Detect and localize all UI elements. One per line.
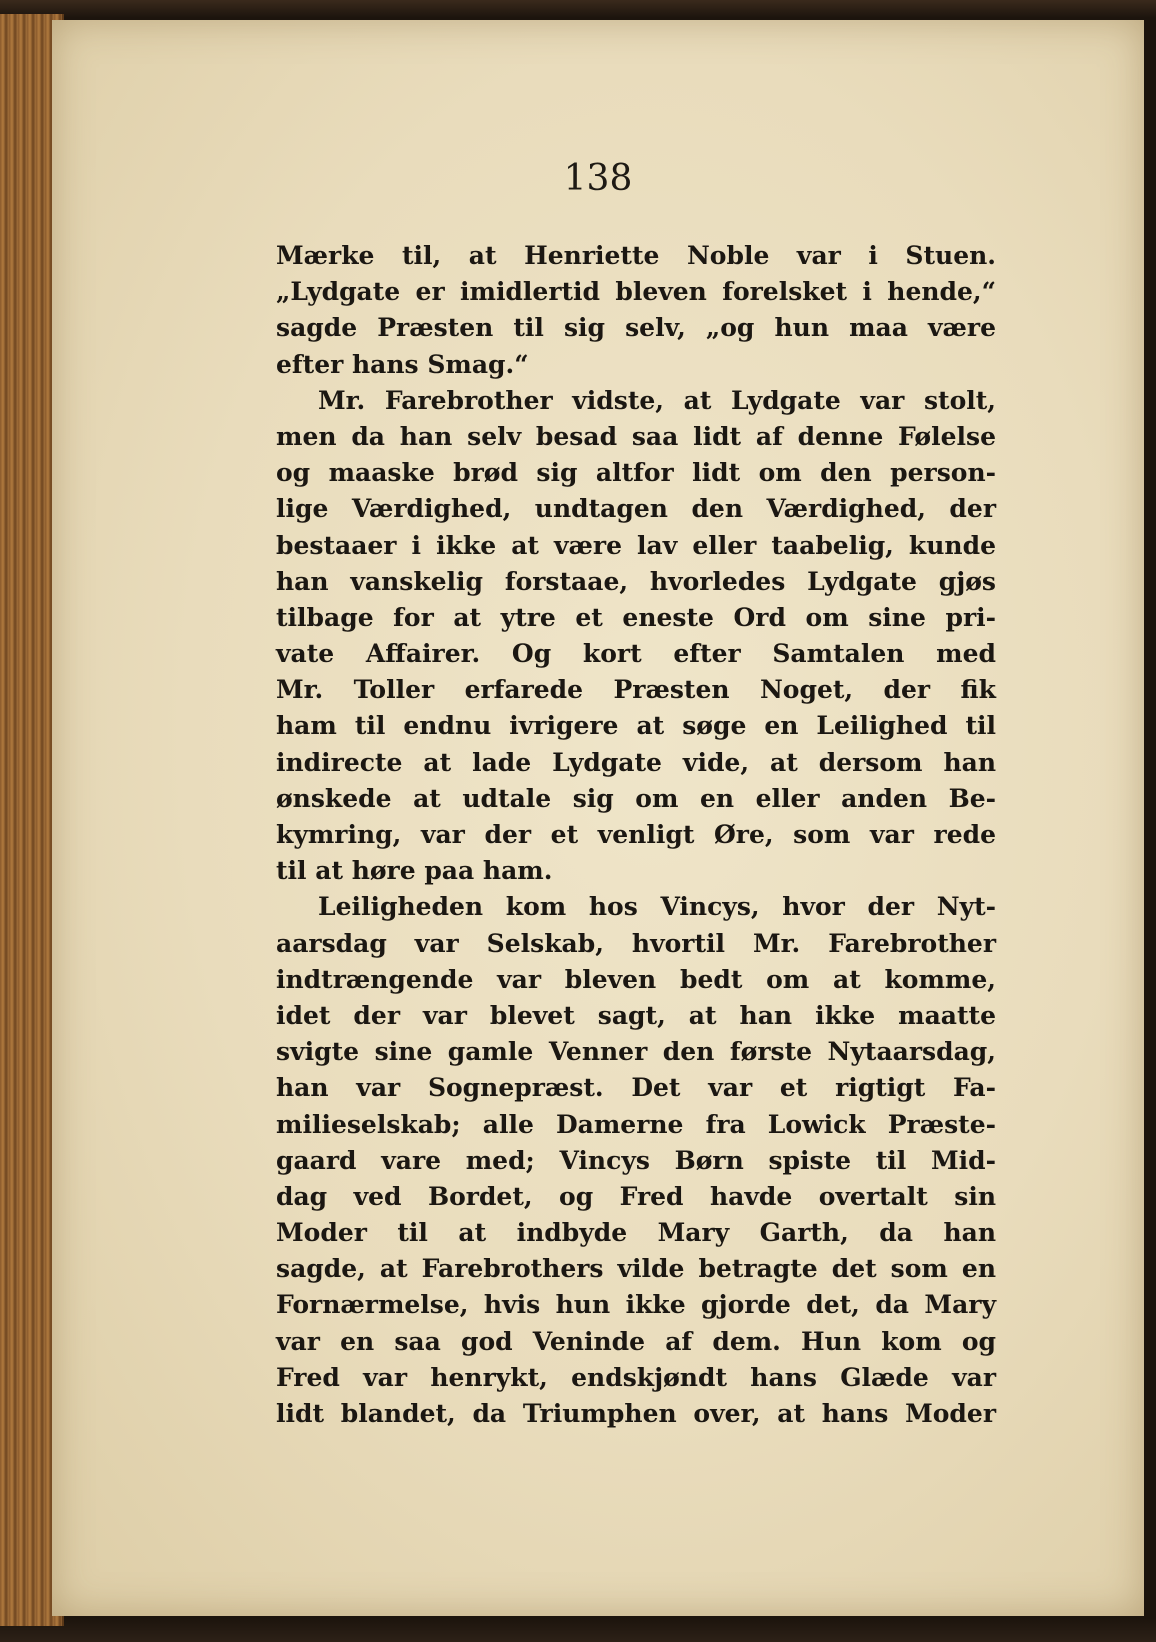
- text-line: ham til endnu ivrigere at søge en Leilighed til: [276, 711, 996, 741]
- text-line: han vanskelig forstaae, hvorledes Lydgate gjøs: [276, 566, 996, 596]
- text-line: efter hans Smag.“: [276, 349, 529, 379]
- text-line: aarsdag var Selskab, hvortil Mr. Farebrother: [276, 928, 996, 958]
- body-text: [276, 238, 996, 1432]
- text-line: Moder til at indbyde Mary Garth, da han: [276, 1218, 996, 1248]
- text-line: han var Sognepræst. Det var et rigtigt Fa-: [276, 1073, 996, 1103]
- text-line: Fornærmelse, hvis hun ikke gjorde det, da Mary: [276, 1290, 996, 1320]
- text-line: men da han selv besad saa lidt af denne Følelse: [276, 421, 996, 451]
- text-line: indtrængende var bleven bedt om at komme,: [276, 964, 996, 994]
- page-number: 138: [563, 158, 633, 199]
- text-line: ønskede at udtale sig om en eller anden Be-: [276, 783, 996, 813]
- text-line: lidt blandet, da Triumphen over, at hans Moder: [276, 1399, 996, 1428]
- text-line: indirecte at lade Lydgate vide, at dersom han: [276, 747, 996, 777]
- text-line: Mr. Toller erfarede Præsten Noget, der fik: [276, 675, 996, 705]
- text-line: gaard vare med; Vincys Børn spiste til Mid-: [276, 1145, 996, 1175]
- text-line: kymring, var der et venligt Øre, som var rede: [276, 820, 996, 849]
- text-line: „Lydgate er imidlertid bleven forelsket i hende,“: [276, 277, 996, 307]
- text-line: var en saa god Veninde af dem. Hun kom og: [276, 1326, 996, 1356]
- text-line: milieselskab; alle Damerne fra Lowick Præste-: [276, 1109, 996, 1139]
- text-line: til at høre paa ham.: [276, 856, 553, 886]
- text-line: sagde, at Farebrothers vilde betragte det som en: [276, 1254, 996, 1284]
- text-line: tilbage for at ytre et eneste Ord om sine pri-: [276, 602, 996, 632]
- page-sheet: [52, 20, 1144, 1616]
- text-line: dag ved Bordet, og Fred havde overtalt sin: [276, 1181, 996, 1211]
- text-line: Leiligheden kom hos Vincys, hvor der Nyt-: [318, 892, 996, 922]
- text-line: sagde Præsten til sig selv, „og hun maa være: [276, 313, 996, 343]
- text-line: lige Værdighed, undtagen den Værdighed, der: [276, 494, 996, 524]
- text-line: bestaaer i ikke at være lav eller taabelig, kunde: [276, 530, 996, 560]
- text-line: og maaske brød sig altfor lidt om den person-: [276, 458, 996, 488]
- text-line: Mr. Farebrother vidste, at Lydgate var stolt,: [318, 385, 996, 415]
- text-line: svigte sine gamle Venner den første Nytaarsdag,: [276, 1037, 996, 1067]
- text-line: Mærke til, at Henriette Noble var i Stuen.: [276, 241, 996, 270]
- text-line: idet der var blevet sagt, at han ikke maatte: [276, 1000, 996, 1030]
- text-line: vate Affairer. Og kort efter Samtalen med: [276, 639, 996, 669]
- text-line: Fred var henrykt, endskjøndt hans Glæde var: [276, 1362, 996, 1392]
